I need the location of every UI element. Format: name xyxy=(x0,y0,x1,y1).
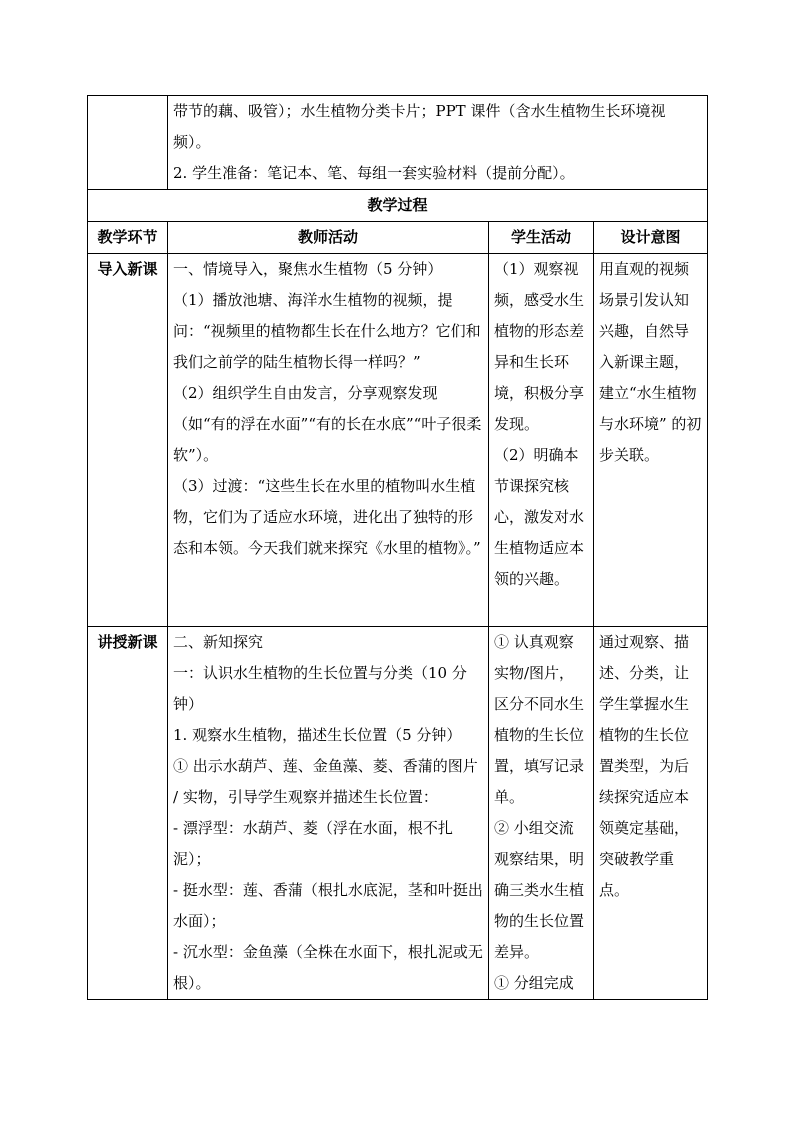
header-design: 设计意图 xyxy=(594,222,708,254)
intro-design-cell xyxy=(594,254,708,627)
new-design-cell xyxy=(594,627,708,1000)
new-teacher-line: - 沉水型：金鱼藻（全株在水面下，根扎泥或无根）。 xyxy=(173,943,483,992)
new-student-line: ① 分组完成 xyxy=(494,974,574,992)
intro-stage: 导入新课 xyxy=(88,254,168,627)
lesson-table xyxy=(87,95,708,1000)
header-teacher: 教师活动 xyxy=(168,222,489,254)
intro-teacher-line: 一、情境导入，聚焦水生植物（5 分钟） xyxy=(173,260,443,278)
new-teacher-cell xyxy=(168,627,489,1000)
new-student-line: ② 小组交流观察结果，明确三类水生植物的生长位置差异。 xyxy=(494,819,585,961)
prep-cell xyxy=(168,96,708,190)
new-teacher-line: 1. 观察水生植物，描述生长位置（5 分钟） xyxy=(173,726,462,744)
prep-line-2: 2. 学生准备：笔记本、笔、每组一套实验材料（提前分配）。 xyxy=(173,164,575,182)
intro-teacher-line: （2）组织学生自由发言，分享观察发现（如“有的浮在水面”“有的长在水底”“叶子很柔软”）。 xyxy=(173,384,482,464)
header-row xyxy=(88,222,708,254)
prep-empty-cell xyxy=(88,96,168,190)
intro-row xyxy=(88,254,708,627)
new-stage: 讲授新课 xyxy=(88,627,168,1000)
intro-design-text: 用直观的视频场景引发认知兴趣，自然导入新课主题，建立“水生植物与水环境” 的初步关联。 xyxy=(599,260,702,464)
intro-teacher-line: （3）过渡：“这些生长在水里的植物叫水生植物，它们为了适应水环境，进化出了独特的形态和本领。今天我们就来探究《水里的植物》。” xyxy=(173,477,481,557)
new-design-text: 通过观察、描述、分类，让学生掌握水生植物的生长位置类型，为后续探究适应本领奠定基础，突破教学重点。 xyxy=(599,633,690,899)
new-row xyxy=(88,627,708,1000)
new-student-line: ① 认真观察实物/图片，区分不同水生植物的生长位置，填写记录单。 xyxy=(494,633,585,806)
prep-line-1: 带节的藕、吸管）；水生植物分类卡片；PPT 课件（含水生植物生长环境视频）。 xyxy=(173,102,666,151)
new-teacher-line: - 挺水型：莲、香蒲（根扎水底泥，茎和叶挺出水面）； xyxy=(173,881,483,930)
header-stage: 教学环节 xyxy=(88,222,168,254)
intro-student-line: （1）观察视频，感受水生植物的形态差异和生长环境，积极分享发现。 xyxy=(494,260,585,433)
intro-teacher-cell xyxy=(168,254,489,627)
new-teacher-line: 二、新知探究 xyxy=(173,633,264,651)
new-teacher-line: - 漂浮型：水葫芦、菱（浮在水面，根不扎泥）； xyxy=(173,819,453,868)
section-title: 教学过程 xyxy=(88,190,708,222)
new-student-cell xyxy=(489,627,594,1000)
prep-row xyxy=(88,96,708,190)
new-teacher-line: ① 出示水葫芦、莲、金鱼藻、菱、香蒲的图片 / 实物，引导学生观察并描述生长位置： xyxy=(173,757,478,806)
intro-student-line: （2）明确本节课探究核心，激发对水生植物适应本领的兴趣。 xyxy=(494,446,585,588)
header-student: 学生活动 xyxy=(489,222,594,254)
intro-teacher-line: （1）播放池塘、海洋水生植物的视频，提问：“视频里的植物都生长在什么地方？它们和我们之前学的陆生植物长得一样吗？” xyxy=(173,291,481,371)
new-teacher-line: 一：认识水生植物的生长位置与分类（10 分钟） xyxy=(173,664,467,713)
intro-student-cell xyxy=(489,254,594,627)
section-title-row xyxy=(88,190,708,222)
